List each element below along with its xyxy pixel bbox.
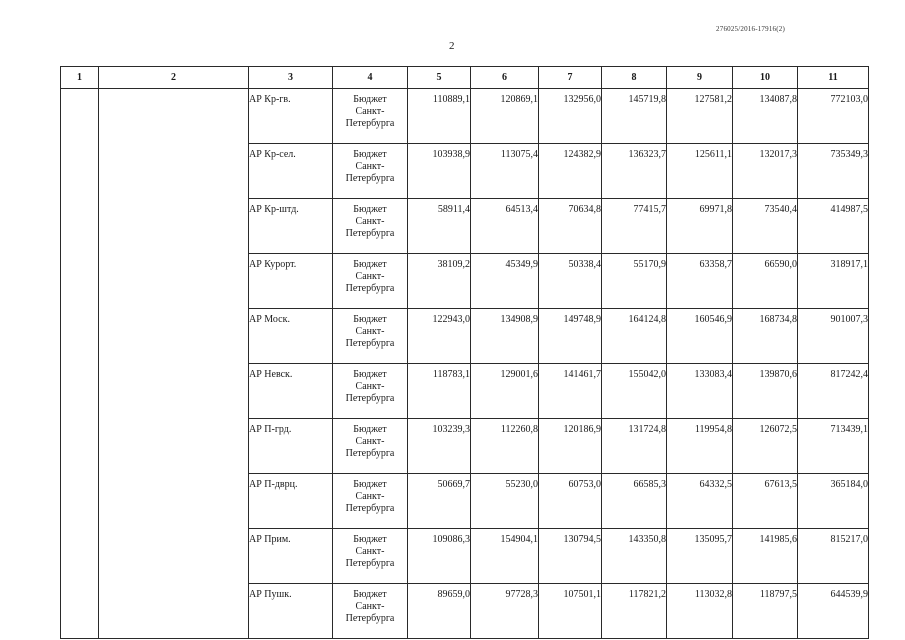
total-cell: 365184,0 — [798, 474, 869, 529]
value-cell: 132956,0 — [539, 89, 602, 144]
value-cell: 107501,1 — [539, 584, 602, 639]
value-cell: 60753,0 — [539, 474, 602, 529]
value-cell: 136323,7 — [602, 144, 667, 199]
column-header: 4 — [333, 67, 408, 89]
value-cell: 55170,9 — [602, 254, 667, 309]
budget-table — [60, 66, 869, 639]
column-header: 6 — [471, 67, 539, 89]
value-cell: 50338,4 — [539, 254, 602, 309]
total-cell: 414987,5 — [798, 199, 869, 254]
district-name: АР П-дврц. — [249, 474, 333, 529]
value-cell: 89659,0 — [408, 584, 471, 639]
total-cell: 318917,1 — [798, 254, 869, 309]
value-cell: 77415,7 — [602, 199, 667, 254]
value-cell: 113032,8 — [667, 584, 733, 639]
value-cell: 139870,6 — [733, 364, 798, 419]
total-cell: 644539,9 — [798, 584, 869, 639]
value-cell: 149748,9 — [539, 309, 602, 364]
column-header: 7 — [539, 67, 602, 89]
column-header: 10 — [733, 67, 798, 89]
value-cell: 164124,8 — [602, 309, 667, 364]
funding-source: Бюджет Санкт- Петербурга — [333, 419, 408, 474]
value-cell: 73540,4 — [733, 199, 798, 254]
value-cell: 122943,0 — [408, 309, 471, 364]
value-cell: 118797,5 — [733, 584, 798, 639]
value-cell: 69971,8 — [667, 199, 733, 254]
value-cell: 103239,3 — [408, 419, 471, 474]
value-cell: 66585,3 — [602, 474, 667, 529]
column-header: 2 — [99, 67, 249, 89]
value-cell: 141461,7 — [539, 364, 602, 419]
district-name: АР Моск. — [249, 309, 333, 364]
district-name: АР Пушк. — [249, 584, 333, 639]
value-cell: 134908,9 — [471, 309, 539, 364]
header-row — [61, 67, 869, 89]
funding-source: Бюджет Санкт- Петербурга — [333, 474, 408, 529]
value-cell: 55230,0 — [471, 474, 539, 529]
district-name: АР Кр-сел. — [249, 144, 333, 199]
total-cell: 815217,0 — [798, 529, 869, 584]
value-cell: 143350,8 — [602, 529, 667, 584]
value-cell: 113075,4 — [471, 144, 539, 199]
value-cell: 160546,9 — [667, 309, 733, 364]
column-header: 9 — [667, 67, 733, 89]
value-cell: 118783,1 — [408, 364, 471, 419]
column-header: 1 — [61, 67, 99, 89]
funding-source: Бюджет Санкт- Петербурга — [333, 584, 408, 639]
column-header: 3 — [249, 67, 333, 89]
merged-cell-col1 — [61, 89, 99, 639]
value-cell: 109086,3 — [408, 529, 471, 584]
funding-source: Бюджет Санкт- Петербурга — [333, 254, 408, 309]
value-cell: 66590,0 — [733, 254, 798, 309]
value-cell: 168734,8 — [733, 309, 798, 364]
merged-cell-col2 — [99, 89, 249, 639]
value-cell: 64513,4 — [471, 199, 539, 254]
value-cell: 103938,9 — [408, 144, 471, 199]
column-header: 5 — [408, 67, 471, 89]
total-cell: 735349,3 — [798, 144, 869, 199]
value-cell: 124382,9 — [539, 144, 602, 199]
value-cell: 120186,9 — [539, 419, 602, 474]
value-cell: 132017,3 — [733, 144, 798, 199]
district-name: АР Прим. — [249, 529, 333, 584]
page-number: 2 — [449, 40, 455, 52]
district-name: АР Кр-гв. — [249, 89, 333, 144]
document-id: 276025/2016-17916(2) — [716, 25, 785, 33]
total-cell: 817242,4 — [798, 364, 869, 419]
value-cell: 130794,5 — [539, 529, 602, 584]
district-name: АР Невск. — [249, 364, 333, 419]
funding-source: Бюджет Санкт- Петербурга — [333, 309, 408, 364]
value-cell: 145719,8 — [602, 89, 667, 144]
value-cell: 112260,8 — [471, 419, 539, 474]
total-cell: 901007,3 — [798, 309, 869, 364]
value-cell: 119954,8 — [667, 419, 733, 474]
column-header: 11 — [798, 67, 869, 89]
value-cell: 125611,1 — [667, 144, 733, 199]
district-name: АР П-грд. — [249, 419, 333, 474]
funding-source: Бюджет Санкт- Петербурга — [333, 199, 408, 254]
column-header: 8 — [602, 67, 667, 89]
value-cell: 58911,4 — [408, 199, 471, 254]
value-cell: 64332,5 — [667, 474, 733, 529]
value-cell: 141985,6 — [733, 529, 798, 584]
value-cell: 45349,9 — [471, 254, 539, 309]
table-body — [61, 89, 869, 639]
value-cell: 63358,7 — [667, 254, 733, 309]
funding-source: Бюджет Санкт- Петербурга — [333, 89, 408, 144]
funding-source: Бюджет Санкт- Петербурга — [333, 364, 408, 419]
value-cell: 38109,2 — [408, 254, 471, 309]
district-name: АР Кр-штд. — [249, 199, 333, 254]
value-cell: 129001,6 — [471, 364, 539, 419]
value-cell: 131724,8 — [602, 419, 667, 474]
value-cell: 127581,2 — [667, 89, 733, 144]
value-cell: 67613,5 — [733, 474, 798, 529]
value-cell: 133083,4 — [667, 364, 733, 419]
value-cell: 134087,8 — [733, 89, 798, 144]
value-cell: 117821,2 — [602, 584, 667, 639]
value-cell: 97728,3 — [471, 584, 539, 639]
value-cell: 155042,0 — [602, 364, 667, 419]
total-cell: 713439,1 — [798, 419, 869, 474]
funding-source: Бюджет Санкт- Петербурга — [333, 529, 408, 584]
value-cell: 135095,7 — [667, 529, 733, 584]
district-name: АР Курорт. — [249, 254, 333, 309]
value-cell: 110889,1 — [408, 89, 471, 144]
funding-source: Бюджет Санкт- Петербурга — [333, 144, 408, 199]
value-cell: 70634,8 — [539, 199, 602, 254]
total-cell: 772103,0 — [798, 89, 869, 144]
table-header — [61, 67, 869, 89]
value-cell: 126072,5 — [733, 419, 798, 474]
value-cell: 120869,1 — [471, 89, 539, 144]
value-cell: 50669,7 — [408, 474, 471, 529]
value-cell: 154904,1 — [471, 529, 539, 584]
table-row — [61, 89, 869, 144]
